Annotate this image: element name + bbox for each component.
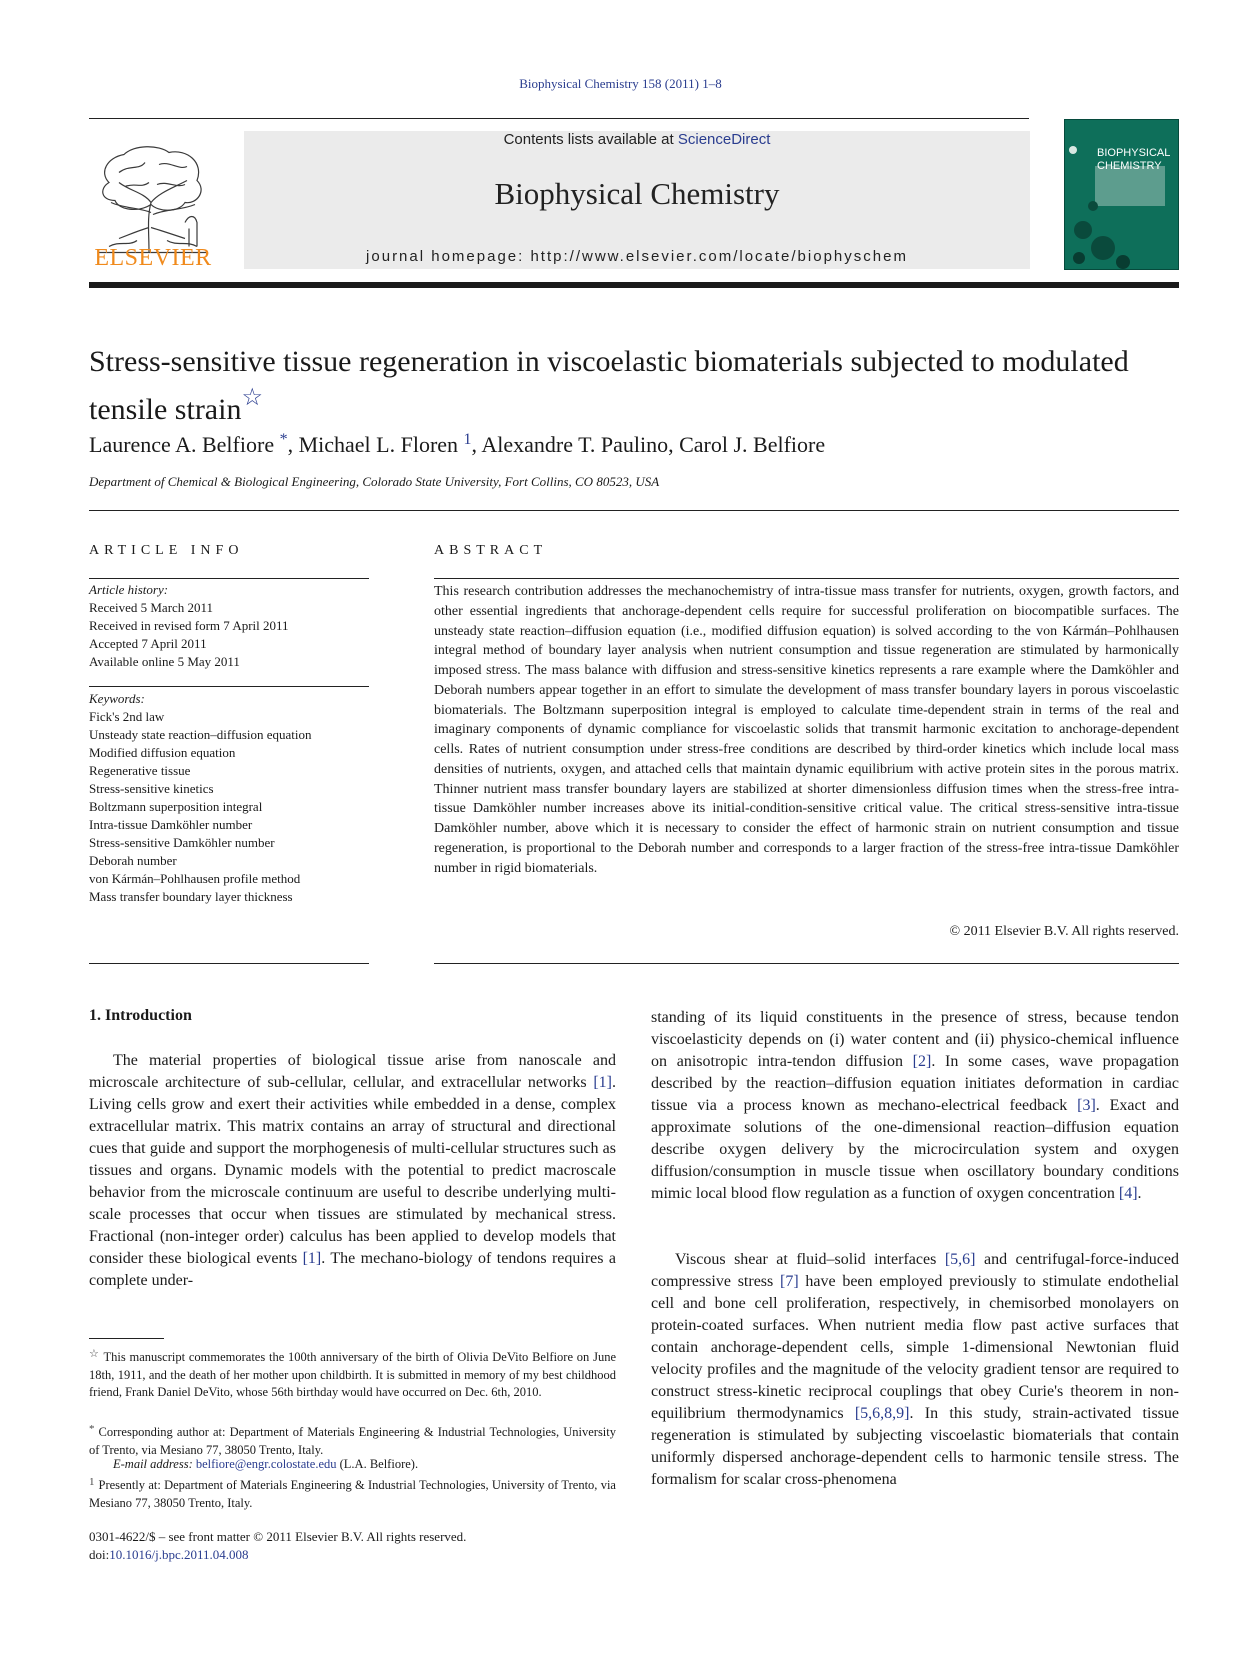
footnote-present-address — [89, 1474, 616, 1512]
title-footnote-star-icon[interactable]: ☆ — [241, 385, 263, 411]
keyword-item: von Kármán–Pohlhausen profile method — [89, 871, 301, 886]
elsevier-wordmark: ELSEVIER — [94, 245, 212, 271]
keyword-item: Stress-sensitive Damköhler number — [89, 835, 275, 850]
article-info-rule — [89, 578, 369, 579]
top-rule — [89, 118, 1029, 119]
article-title-text: Stress-sensitive tissue regeneration in viscoelastic biomaterials subjected to modulated tensile strain — [89, 345, 1129, 426]
journal-homepage[interactable]: journal homepage: http://www.elsevier.com/locate/biophyschem — [366, 248, 908, 265]
cover-artwork — [1065, 120, 1179, 270]
reference-link[interactable]: [5,6] — [944, 1251, 976, 1268]
footnote-number-mark: 1 — [89, 1476, 95, 1488]
keyword-list — [89, 690, 369, 906]
contents-line — [244, 131, 1030, 148]
paragraph-text: . In some cases, wave propagation described by the reaction–diffusion equation initiates deformation in cardiac tissue via a process known as mechano-electrical feedback — [651, 1053, 1179, 1114]
author-name: Laurence A. Belfiore — [89, 432, 275, 457]
article-title — [89, 343, 1179, 428]
body-paragraph — [651, 1007, 1179, 1205]
footnote-asterisk-mark: * — [89, 1423, 95, 1435]
paragraph-text: . In this study, strain-activated tissue regeneration is stimulated by subjecting viscoelastic biomaterials that contain uniformly dispersed anchorage-dependent cells to harmonic tensile stress. The formalism for scalar cross-phenomena — [651, 1405, 1180, 1488]
body-paragraph — [89, 1050, 616, 1292]
article-history — [89, 581, 369, 671]
sciencedirect-link[interactable]: ScienceDirect — [677, 131, 771, 148]
footnote-text: This manuscript commemorates the 100th anniversary of the birth of Olivia DeVito Belfiore on June 18th, 1911, and the death of her mother upon childbirth. It is submitted in memory of my best childhood friend, Frank Daniel DeVito, whose 56th birthday would have occurred on Dec. 6th, 2010. — [89, 1350, 616, 1399]
paragraph-text: Viscous shear at fluid–solid interfaces — [675, 1251, 945, 1268]
author-name: Carol J. Belfiore — [679, 432, 826, 457]
email-link[interactable]: belfiore@engr.colostate.edu — [195, 1457, 337, 1471]
paragraph-text: . Exact and approximate solutions of the one-dimensional reaction–diffusion equation describe oxygen delivery by the microcirculation system and oxygen diffusion/consumption in muscle tissue when oscillatory boundary conditions mimic local blood flow regulation as a function of oxygen concentration — [651, 1097, 1180, 1202]
paragraph-text: and centrifugal-force-induced compressive stress — [651, 1251, 1180, 1290]
affiliation-rule — [89, 510, 1179, 511]
paragraph-text: . The mechano-biology of tendons requires a complete under- — [89, 1250, 617, 1289]
footnote-corresponding-author — [89, 1421, 616, 1459]
reference-link[interactable]: [7] — [780, 1273, 799, 1290]
abstract-rule — [434, 963, 1179, 964]
article-info-rule — [89, 963, 369, 964]
reference-link[interactable]: [4] — [1118, 1185, 1138, 1202]
author-footnote-mark[interactable]: 1 — [463, 431, 472, 448]
journal-title: Biophysical Chemistry — [494, 176, 780, 211]
history-item: Received 5 March 2011 — [89, 600, 214, 615]
keyword-item: Stress-sensitive kinetics — [89, 781, 214, 796]
abstract-heading: ABSTRACT — [434, 543, 548, 558]
author-name: Alexandre T. Paulino — [481, 432, 669, 457]
keyword-item: Intra-tissue Damköhler number — [89, 817, 253, 832]
header-thick-rule — [89, 282, 1179, 288]
article-info-rule — [89, 686, 369, 687]
reference-link[interactable]: [3] — [1077, 1097, 1096, 1114]
keyword-item: Deborah number — [89, 853, 177, 868]
keyword-item: Mass transfer boundary layer thickness — [89, 889, 293, 904]
reference-link[interactable]: [1] — [302, 1250, 322, 1267]
keywords-label: Keywords: — [89, 691, 145, 706]
paragraph-text: . Living cells grow and exert their activities while embedded in a dense, complex extracellular matrix. This matrix contains an array of structural and directional cues that guide and support the morphogenesis of multi-cellular structures such as tissues and organs. Dynamic models with the potential to predict macroscale behavior from the microscale continuum are useful to describe underlying multi-scale processes that occur when tissues are stimulated by mechanical stress. Fractional (non-integer order) calculus has been applied to develop models that consider these biological events — [89, 1074, 616, 1267]
reference-link[interactable]: [1] — [593, 1074, 612, 1091]
contents-prefix: Contents lists available at — [503, 131, 678, 148]
history-item: Received in revised form 7 April 2011 — [89, 618, 289, 633]
email-suffix: (L.A. Belfiore). — [336, 1457, 419, 1471]
article-info-heading: ARTICLE INFO — [89, 543, 244, 558]
footnote-email — [89, 1456, 616, 1474]
paragraph-text: The material properties of biological tissue arise from nanoscale and microscale architecture of sub-cellular, cellular, and extracellular networks — [89, 1052, 616, 1091]
author-list: Laurence A. Belfiore *, Michael L. Floren $^1$, Alexandre T. Paulino, Carol J. Belfiore — [89, 431, 826, 457]
history-item: Accepted 7 April 2011 — [89, 636, 207, 651]
author-footnote-mark[interactable]: * — [279, 431, 288, 448]
keyword-item: Boltzmann superposition integral — [89, 799, 263, 814]
keyword-item: Modified diffusion equation — [89, 745, 236, 760]
footnote-rule — [89, 1338, 164, 1339]
footnote-text: Presently at: Department of Materials Engineering & Industrial Technologies, University of Trento, via Mesiano 77, 38050 Trento, Italy. — [89, 1478, 616, 1510]
history-item: Available online 5 May 2011 — [89, 654, 240, 669]
footnote-dedication — [89, 1346, 616, 1402]
keyword-item: Unsteady state reaction–diffusion equation — [89, 727, 312, 742]
paragraph-text: . — [1137, 1185, 1142, 1202]
doi-prefix: doi: — [89, 1547, 110, 1562]
abstract-text: This research contribution addresses the mechanochemistry of intra-tissue mass transfer for nutrients, oxygen, growth factors, and other essential ingredients that anchorage-dependent cells require for successful proliferation on biocompatible surfaces. The unsteady state reaction–diffusion equation (i.e., modified diffusion equation) is solved according to the von Kármán–Pohlhausen integral method of boundary layer analysis when nutrient consumption and tissue regeneration are stimulated by harmonically imposed stress. The mass balance with diffusion and stress-sensitive kinetics represents a rare example where the Damköhler and Deborah numbers appear together in an effort to simulate the development of mass transfer boundary layers in porous viscoelastic biomaterials. The Boltzmann superposition integral is employed to calculate time-dependent strain in terms of the real and imaginary components of dynamic compliance for viscoelastic solids that transmit harmonic excitation to anchorage-dependent cells. Rates of nutrient consumption under stress-free conditions are described by third-order kinetics which include local mass densities of nutrients, oxygen, and attached cells that maintain dynamic equilibrium with active protein sites in the porous matrix. Thinner nutrient mass transfer boundary layers are stabilized at shorter dimensionless diffusion times when the stress-free intra-tissue Damköhler number increases above its initial-condition-sensitive critical value. The critical stress-sensitive intra-tissue Damköhler number, above which it is necessary to consider the effect of harmonic strain on nutrient consumption and tissue regeneration, is proportional to the Deborah number and corresponds to a larger fraction of the stress-free intra-tissue Damköhler number in rigid biomaterials. — [434, 584, 1179, 876]
abstract-copyright: © 2011 Elsevier B.V. All rights reserved. — [949, 924, 1179, 939]
paragraph-text: have been employed previously to stimulate endothelial cell and bone cell proliferation, respectively, in chemisorbed monolayers on protein-coated surfaces. When nutrient media flow past active surfaces that contain anchorage-dependent cells, simple 1-dimensional Newtonian fluid velocity profiles and the magnitude of the velocity gradient tensor are required to construct stress-kinetic reciprocal couplings that obey Curie's theorem in non-equilibrium thermodynamics — [651, 1273, 1180, 1422]
cover-title — [1097, 147, 1179, 173]
abstract-rule — [434, 578, 1179, 579]
journal-citation[interactable]: Biophysical Chemistry 158 (2011) 1–8 — [519, 76, 722, 91]
cover-title-line-1: BIOPHYSICAL — [1097, 147, 1171, 159]
author-affiliation: Department of Chemical & Biological Engineering, Colorado State University, Fort Collins, CO 80523, USA — [89, 474, 660, 489]
keyword-item: Regenerative tissue — [89, 763, 191, 778]
history-label: Article history: — [89, 582, 169, 597]
footnote-text: Corresponding author at: Department of Materials Engineering & Industrial Technologies, University of Trento, via Mesiano 77, 38050 Trento, Italy. — [89, 1425, 616, 1457]
footnote-star-icon: ☆ — [89, 1348, 100, 1360]
email-label: E-mail address: — [113, 1457, 196, 1471]
doi-line — [89, 1547, 249, 1563]
keyword-item: Fick's 2nd law — [89, 709, 165, 724]
reference-link[interactable]: [2] — [912, 1053, 932, 1070]
journal-cover-thumbnail — [1064, 119, 1179, 270]
author-name: Michael L. Floren — [298, 432, 459, 457]
paragraph-text: standing of its liquid constituents in the presence of stress, because tendon viscoelasticity depends on (i) water content and (ii) physico-chemical influence on anisotropic intra-tendon diffusion — [651, 1009, 1179, 1070]
reference-link[interactable]: [5,6,8,9] — [854, 1405, 910, 1422]
front-matter-line: 0301-4622/$ – see front matter © 2011 Elsevier B.V. All rights reserved. — [89, 1529, 467, 1544]
cover-title-line-2: CHEMISTRY — [1097, 160, 1162, 172]
doi-link[interactable]: 10.1016/j.bpc.2011.04.008 — [109, 1547, 249, 1562]
body-paragraph — [651, 1249, 1179, 1491]
section-heading-introduction: 1. Introduction — [89, 1007, 192, 1024]
